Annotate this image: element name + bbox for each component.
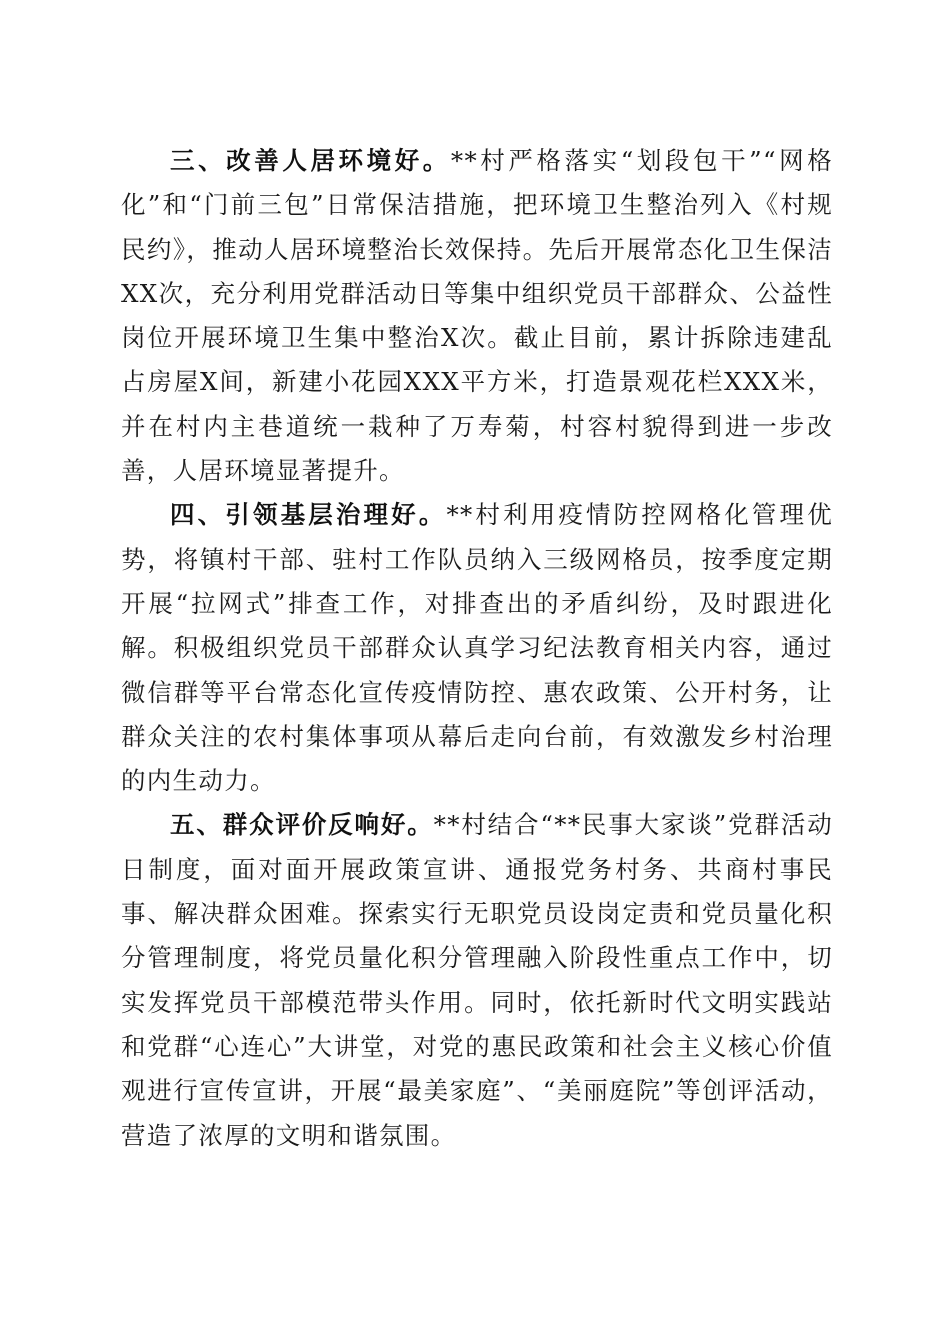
paragraph-text: **村结合“**民事大家谈”党群活动日制度，面对面开展政策宣讲、通报党务村务、共商村事民事、解决群众困难。探索实行无职党员设岗定责和党员量化积分管理制度，将党员量化积分管理融入阶段性重点工作中，切实发挥党员干部模范带头作用。同时，依托新时代文明实践站和党群“心连心”大讲堂，对党的惠民政策和社会主义核心价值观进行宣传宣讲，开展“最美家庭”、“美丽庭院”等创评活动，营造了浓厚的文明和谐氛围。 — [121, 810, 834, 1150]
paragraph-heading: 四、引领基层治理好。 — [170, 500, 447, 530]
document-body — [121, 139, 833, 1158]
paragraph-text: **村严格落实“划段包干”“网格化”和“门前三包”日常保洁措施，把环境卫生整治列入《村规民约》，推动人居环境整治长效保持。先后开展常态化卫生保洁XX次，充分利用党群活动日等集中组织党员干部群众、公益性岗位开展环境卫生集中整治X次。截止目前，累计拆除违建乱占房屋X间，新建小花园XXX平方米，打造景观花栏XXX米，并在村内主巷道统一栽种了万寿菊，村容村貌得到进一步改善，人居环境显著提升。 — [121, 146, 834, 486]
paragraph-heading: 五、群众评价反响好。 — [170, 810, 434, 840]
paragraph-environment — [121, 139, 833, 493]
paragraph-heading: 三、改善人居环境好。 — [170, 146, 451, 175]
paragraph-governance — [121, 493, 833, 803]
paragraph-text: **村利用疫情防控网格化管理优势，将镇村干部、驻村工作队员纳入三级网格员，按季度定期开展“拉网式”排查工作，对排查出的矛盾纠纷，及时跟进化解。积极组织党员干部群众认真学习纪法教育相关内容，通过微信群等平台常态化宣传疫情防控、惠农政策、公开村务，让群众关注的农村集体事项从幕后走向台前，有效激发乡村治理的内生动力。 — [121, 500, 834, 796]
paragraph-evaluation — [121, 803, 833, 1157]
